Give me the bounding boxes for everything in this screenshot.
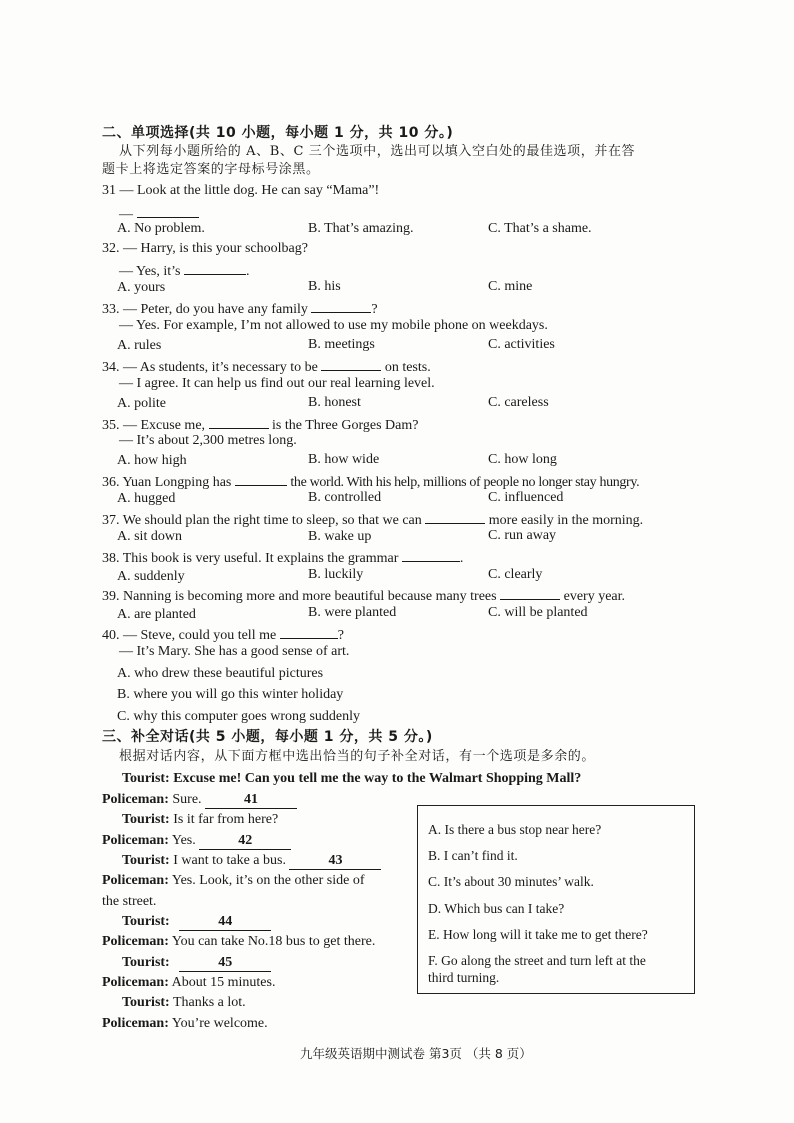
option-c: C. why this computer goes wrong suddenly [117, 709, 361, 724]
answer-blank [402, 547, 460, 562]
dialogue-line [102, 832, 291, 850]
speaker-label: Tourist: [122, 914, 170, 929]
option-c: C. how long [488, 452, 557, 467]
question-text: — Harry, is this your schoolbag? [123, 241, 308, 256]
question-number: 39. [102, 589, 120, 604]
option-b: B. wake up [308, 529, 372, 544]
dialogue-text: Excuse me! Can you tell me the way to the Walmart Shopping Mall? [173, 771, 582, 786]
option-a: A. are planted [117, 607, 196, 622]
speaker-label: Tourist: [122, 812, 170, 827]
option-c: C. mine [488, 279, 533, 294]
page-footer: 九年级英语期中测试卷 第3页 （共 8 页） [300, 1046, 532, 1061]
question-text: . [459, 551, 464, 566]
option-a: A. who drew these beautiful pictures [117, 666, 324, 681]
option-a: A. yours [117, 280, 166, 295]
option-b: B. how wide [308, 452, 380, 467]
question-text: every year. [563, 589, 626, 604]
answer-blank-43: 43 [289, 853, 381, 870]
dialogue-line [102, 974, 275, 992]
question-text: on tests. [384, 360, 431, 375]
question-33-reply: — Yes. For example, I’m not allowed to use my mobile phone on weekdays. [119, 318, 548, 333]
dialogue-text: Sure. [172, 792, 202, 807]
box-option-f: F. Go along the street and turn left at the [428, 953, 646, 968]
question-number: 33. [102, 302, 120, 317]
question-text: is the Three Gorges Dam? [272, 418, 419, 433]
question-text: — Yes, it’s [119, 264, 181, 279]
option-c: C. run away [488, 528, 557, 543]
question-number: 34. [102, 360, 120, 375]
question-33-stem [102, 298, 378, 319]
question-number: 36. [102, 475, 120, 490]
answer-blank-41: 41 [205, 792, 297, 809]
dialogue-text: You can take No.18 bus to get there. [171, 934, 376, 949]
answer-blank [184, 260, 246, 275]
question-text: — [119, 207, 133, 222]
question-text: more easily in the morning. [488, 513, 644, 528]
question-number: 37. [102, 513, 120, 528]
dialogue-line [102, 1015, 268, 1033]
section-3-title: 三、补全对话(共 5 小题，每小题 1 分，共 5 分。) [102, 729, 433, 745]
dialogue-text: Yes. Look, it’s on the other side of [171, 873, 365, 888]
question-34-reply: — I agree. It can help us find out our real learning level. [119, 376, 435, 391]
speaker-label: Tourist: [122, 995, 170, 1010]
dialogue-text: Thanks a lot. [172, 995, 246, 1010]
option-a: A. suddenly [117, 569, 185, 584]
option-b: B. were planted [308, 605, 397, 620]
answer-blank [280, 624, 338, 639]
question-31-stem [102, 182, 379, 200]
dialogue-line [122, 770, 581, 788]
box-option-a: A. Is there a bus stop near here? [428, 822, 602, 837]
dialogue-line [122, 954, 271, 972]
answer-blank-44: 44 [179, 914, 271, 931]
section-2-instruction-line2: 题卡上将选定答案的字母标号涂黑。 [102, 162, 320, 177]
option-b: B. where you will go this winter holiday [117, 687, 344, 702]
speaker-label: Policeman: [102, 934, 169, 949]
answer-blank [235, 471, 287, 486]
question-number: 31 [102, 183, 116, 198]
question-32-stem [102, 240, 308, 258]
option-b: B. honest [308, 395, 361, 410]
speaker-label: Policeman: [102, 833, 169, 848]
answer-blank [425, 509, 485, 524]
option-c: C. will be planted [488, 605, 588, 620]
question-37-stem [102, 509, 643, 530]
speaker-label: Policeman: [102, 792, 169, 807]
option-b: B. That’s amazing. [308, 221, 414, 236]
answer-blank-42: 42 [199, 833, 291, 850]
answer-blank [500, 585, 560, 600]
option-b: B. controlled [308, 490, 382, 505]
option-c: C. influenced [488, 490, 564, 505]
speaker-label: Tourist: [122, 955, 170, 970]
dialogue-line [122, 852, 381, 870]
answer-blank-45: 45 [179, 955, 271, 972]
question-text: This book is very useful. It explains the grammar [122, 551, 399, 566]
box-option-f-continued: third turning. [428, 970, 500, 985]
question-text: Yuan Longping has [122, 475, 232, 490]
options-box [417, 805, 695, 994]
question-number: 40. [102, 628, 120, 643]
box-option-e: E. How long will it take me to get there? [428, 927, 648, 942]
question-40-reply: — It’s Mary. She has a good sense of art. [119, 644, 350, 659]
option-a: A. sit down [117, 529, 182, 544]
question-34-stem [102, 356, 431, 377]
answer-blank [321, 356, 381, 371]
speaker-label: Tourist: [122, 853, 170, 868]
answer-blank [311, 298, 371, 313]
answer-blank [137, 203, 199, 218]
option-c: C. clearly [488, 567, 543, 582]
question-text: — As students, it’s necessary to be [123, 360, 318, 375]
dialogue-line [102, 872, 364, 890]
option-a: A. rules [117, 338, 162, 353]
dialogue-line-continued: the street. [102, 894, 157, 909]
section-3-instruction: 根据对话内容，从下面方框中选出恰当的句子补全对话，有一个选项是多余的。 [119, 749, 596, 764]
option-c: C. activities [488, 337, 555, 352]
speaker-label: Policeman: [102, 1016, 169, 1031]
box-option-b: B. I can’t find it. [428, 848, 518, 863]
option-a: A. No problem. [117, 221, 205, 236]
option-a: A. hugged [117, 491, 176, 506]
option-b: B. his [308, 279, 341, 294]
answer-blank [209, 414, 269, 429]
question-38-stem [102, 547, 463, 568]
section-2-instruction-line1: 从下列每小题所给的 A、B、C 三个选项中，选出可以填入空白处的最佳选项，并在答 [119, 144, 636, 159]
dialogue-line [102, 791, 297, 809]
option-a: A. polite [117, 396, 166, 411]
question-text: — Excuse me, [123, 418, 206, 433]
speaker-label: Policeman: [102, 975, 169, 990]
question-text: — Look at the little dog. He can say “Mama”! [119, 183, 380, 198]
dialogue-text: About 15 minutes. [171, 975, 276, 990]
section-2-title: 二、单项选择(共 10 小题，每小题 1 分，共 10 分。) [102, 125, 454, 141]
question-text: — Steve, could you tell me [123, 628, 277, 643]
speaker-label: Tourist: [122, 771, 170, 786]
box-option-c: C. It’s about 30 minutes’ walk. [428, 874, 594, 889]
question-number: 35. [102, 418, 120, 433]
box-option-d: D. Which bus can I take? [428, 901, 565, 916]
question-35-reply: — It’s about 2,300 metres long. [119, 433, 297, 448]
question-text: — Peter, do you have any family [123, 302, 308, 317]
question-32-reply [119, 260, 249, 281]
dialogue-line [122, 994, 246, 1012]
dialogue-line [102, 933, 375, 951]
dialogue-text: Is it far from here? [173, 812, 279, 827]
question-text: We should plan the right time to sleep, so that we can [122, 513, 422, 528]
option-c: C. That’s a shame. [488, 221, 592, 236]
question-text: the world. With his help, millions of people no longer stay hungry. [290, 475, 640, 490]
question-number: 38. [102, 551, 120, 566]
question-text: ? [371, 302, 378, 317]
dialogue-line [122, 811, 278, 829]
dialogue-text: I want to take a bus. [173, 853, 286, 868]
question-number: 32. [102, 241, 120, 256]
question-text: Nanning is becoming more and more beautiful because many trees [123, 589, 497, 604]
option-b: B. meetings [308, 337, 375, 352]
dialogue-text: You’re welcome. [171, 1016, 268, 1031]
dialogue-text: Yes. [171, 833, 196, 848]
speaker-label: Policeman: [102, 873, 169, 888]
question-text: . [245, 264, 250, 279]
question-39-stem [102, 585, 625, 606]
option-c: C. careless [488, 395, 549, 410]
option-b: B. luckily [308, 567, 364, 582]
question-text: ? [337, 628, 344, 643]
dialogue-line [122, 913, 271, 931]
question-40-stem [102, 624, 344, 645]
option-a: A. how high [117, 453, 187, 468]
